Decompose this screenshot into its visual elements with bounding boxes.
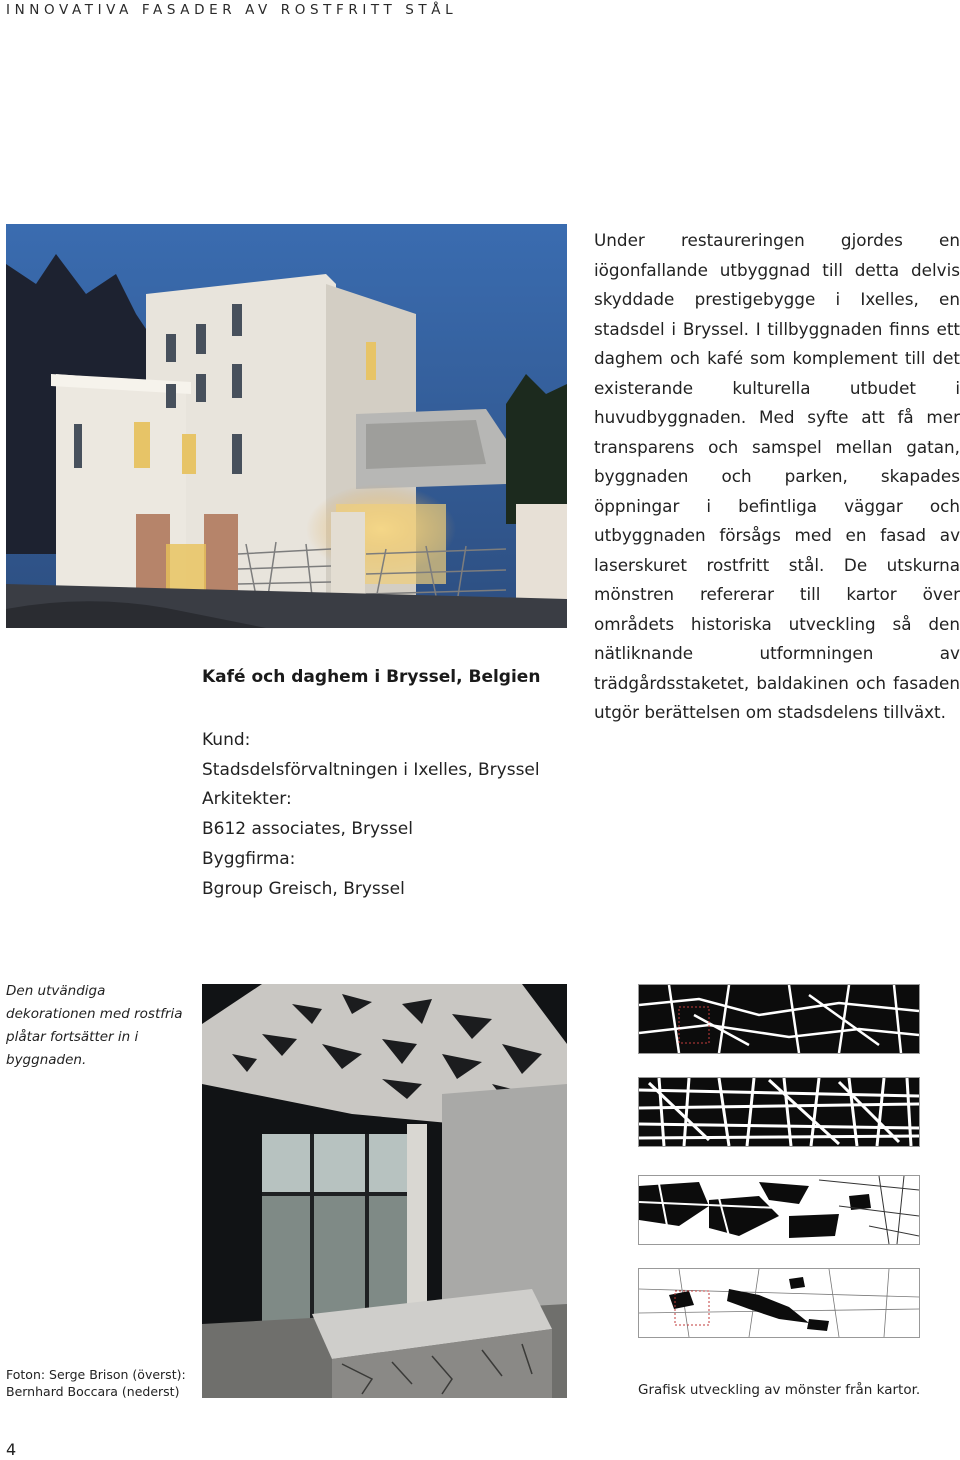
building-exterior-photo xyxy=(6,224,567,628)
running-title: INNOVATIVA FASADER AV ROSTFRITT STÅL xyxy=(6,2,458,18)
project-title: Kafé och daghem i Bryssel, Belgien xyxy=(202,667,541,687)
photo-credit-line-2: Bernhard Boccara (nederst) xyxy=(6,1384,180,1399)
client-value: Stadsdelsförvaltningen i Ixelles, Bryssel xyxy=(202,759,540,780)
photo-credit-line-1: Foton: Serge Brison (överst): xyxy=(6,1367,186,1382)
project-credits xyxy=(202,726,540,904)
map-pattern-3 xyxy=(638,1175,920,1245)
side-caption: Den utvändiga dekorationen med rostfria plåtar fortsätter in i byggnaden. xyxy=(6,983,183,1068)
interior-canopy-photo xyxy=(202,984,567,1398)
builder-label: Byggfirma: xyxy=(202,848,296,869)
map-pattern-2 xyxy=(638,1077,920,1147)
client-label: Kund: xyxy=(202,730,251,750)
map-graphics-caption: Grafisk utveckling av mönster från kartor. xyxy=(638,1382,921,1398)
article-body: Under restaureringen gjordes en iögonfallande utbyggnad till detta delvis skyddade prestigebygge i Ixelles, en stadsdel i Bryssel. I tillbyggnaden finns ett daghem och kafé som komplement till det existerande kulturella utbudet i huvudbyggnaden. Med syfte att få mer transparens och samspel mellan gatan, byggnaden och parken, skapades öppningar i befintliga väggar och utbyggnaden försågs med en fasad av laserskuret rostfritt stål. De utskurna mönstren refererar till kartor över områdets historiska utveckling så den nätliknande utformningen av trädgårdsstaketet, baldakinen och fasaden utgör berättelsen om stadsdelens tillväxt. xyxy=(594,230,960,722)
page-number: 4 xyxy=(6,1440,17,1459)
architect-value: B612 associates, Bryssel xyxy=(202,819,413,840)
builder-value: Bgroup Greisch, Bryssel xyxy=(202,878,405,899)
photo-credit xyxy=(6,1366,186,1400)
map-pattern-4 xyxy=(638,1268,920,1338)
map-pattern-1 xyxy=(638,984,920,1054)
architect-label: Arkitekter: xyxy=(202,789,292,810)
